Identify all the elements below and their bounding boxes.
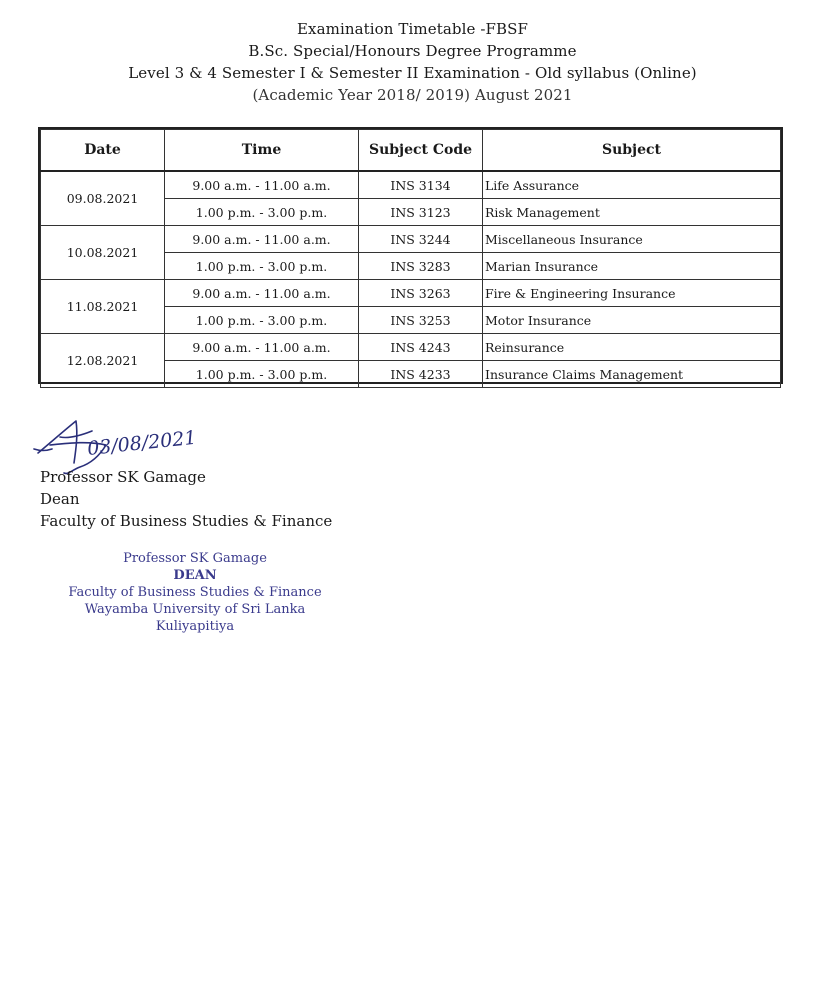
subject-cell: Insurance Claims Management [483, 361, 781, 388]
date-cell: 10.08.2021 [41, 226, 165, 280]
subject-cell: Marian Insurance [483, 253, 781, 280]
stamp-title: DEAN [173, 568, 217, 583]
time-cell: 1.00 p.m. - 3.00 p.m. [165, 361, 359, 388]
header-academic-year: (Academic Year 2018/ 2019) August 2021 [252, 86, 573, 104]
subject-cell: Life Assurance [483, 171, 781, 199]
column-header-date: Date [41, 130, 165, 172]
date-cell: 09.08.2021 [41, 171, 165, 226]
header-examination: Level 3 & 4 Semester I & Semester II Examination - Old syllabus (Online) [128, 64, 697, 82]
table-row [41, 334, 781, 361]
signatory-title: Dean [40, 490, 80, 508]
stamp-university: Wayamba University of Sri Lanka [84, 602, 306, 617]
table-header-row [41, 130, 781, 172]
timetable [38, 127, 783, 384]
subject-code-cell: INS 3244 [359, 226, 483, 253]
time-cell: 1.00 p.m. - 3.00 p.m. [165, 307, 359, 334]
timetable-table [40, 129, 781, 388]
subject-code-cell: INS 3283 [359, 253, 483, 280]
signatory-block [40, 466, 332, 532]
time-cell: 1.00 p.m. - 3.00 p.m. [165, 199, 359, 226]
column-header-time: Time [165, 130, 359, 172]
signature-date: 03/08/2021 [86, 426, 198, 460]
subject-cell: Reinsurance [483, 334, 781, 361]
document-header [0, 18, 825, 106]
time-cell: 1.00 p.m. - 3.00 p.m. [165, 253, 359, 280]
date-cell: 12.08.2021 [41, 334, 165, 388]
date-cell: 11.08.2021 [41, 280, 165, 334]
header-title: Examination Timetable -FBSF [296, 20, 529, 38]
official-stamp [60, 550, 330, 635]
header-programme: B.Sc. Special/Honours Degree Programme [248, 42, 577, 60]
signatory-faculty: Faculty of Business Studies & Finance [40, 512, 333, 530]
subject-code-cell: INS 3263 [359, 280, 483, 307]
subject-code-cell: INS 3134 [359, 171, 483, 199]
stamp-faculty: Faculty of Business Studies & Finance [68, 585, 322, 600]
subject-cell: Motor Insurance [483, 307, 781, 334]
subject-code-cell: INS 4233 [359, 361, 483, 388]
subject-code-cell: INS 4243 [359, 334, 483, 361]
subject-code-cell: INS 3253 [359, 307, 483, 334]
time-cell: 9.00 a.m. - 11.00 a.m. [165, 171, 359, 199]
column-header-subject: Subject [483, 130, 781, 172]
time-cell: 9.00 a.m. - 11.00 a.m. [165, 280, 359, 307]
table-row [41, 171, 781, 199]
subject-cell: Risk Management [483, 199, 781, 226]
subject-cell: Fire & Engineering Insurance [483, 280, 781, 307]
signatory-name: Professor SK Gamage [40, 468, 206, 486]
stamp-name: Professor SK Gamage [123, 551, 267, 566]
time-cell: 9.00 a.m. - 11.00 a.m. [165, 334, 359, 361]
table-row [41, 280, 781, 307]
time-cell: 9.00 a.m. - 11.00 a.m. [165, 226, 359, 253]
stamp-location: Kuliyapitiya [155, 619, 235, 634]
table-row [41, 226, 781, 253]
subject-code-cell: INS 3123 [359, 199, 483, 226]
column-header-subject-code: Subject Code [359, 130, 483, 172]
subject-cell: Miscellaneous Insurance [483, 226, 781, 253]
